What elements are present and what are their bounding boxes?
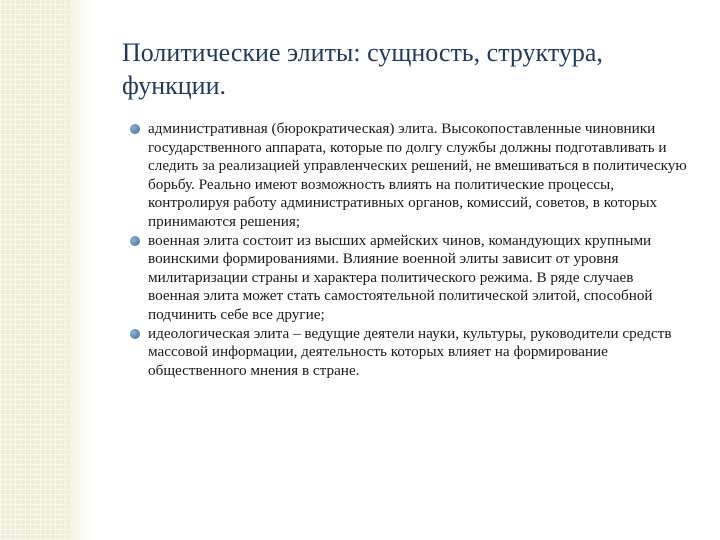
bullet-text: административная (бюрократическая) элита. Высокопоставленные чиновники государственного аппарата, которые по долгу службы должны подготавливать и следить за реализацией управленческих решений, не вмешиваться в политическую борьбу. Реально имеют возможность влиять на политические процессы, контролируя работу административных органов, комиссий, советов, в которых принимаются решения; (148, 120, 687, 230)
slide-title: Политические элиты: сущность, структура, функции. (122, 38, 603, 100)
bullet-dot-icon (130, 124, 140, 134)
bullet-item-ideological-elite (148, 325, 688, 381)
bullet-text: военная элита состоит из высших армейских чинов, командующих крупными воинскими формированиями. Влияние военной элиты зависит от уровня милитаризации страны и характера политического режима. В ряде случаев военная элита может стать самостоятельной политической элитой, способной подчинить себе все другие; (148, 231, 653, 323)
bullet-list (148, 120, 688, 380)
bullet-item-administrative-elite (148, 120, 688, 232)
bullet-text: идеологическая элита – ведущие деятели науки, культуры, руководители средств массовой информации, деятельность которых влияет на формирование общественного мнения в стране. (148, 324, 672, 379)
decorative-side-pattern (0, 0, 70, 540)
bullet-item-military-elite (148, 232, 688, 325)
decorative-side-divider (70, 0, 92, 540)
bullet-dot-icon (130, 329, 140, 339)
bullet-dot-icon (130, 236, 140, 246)
